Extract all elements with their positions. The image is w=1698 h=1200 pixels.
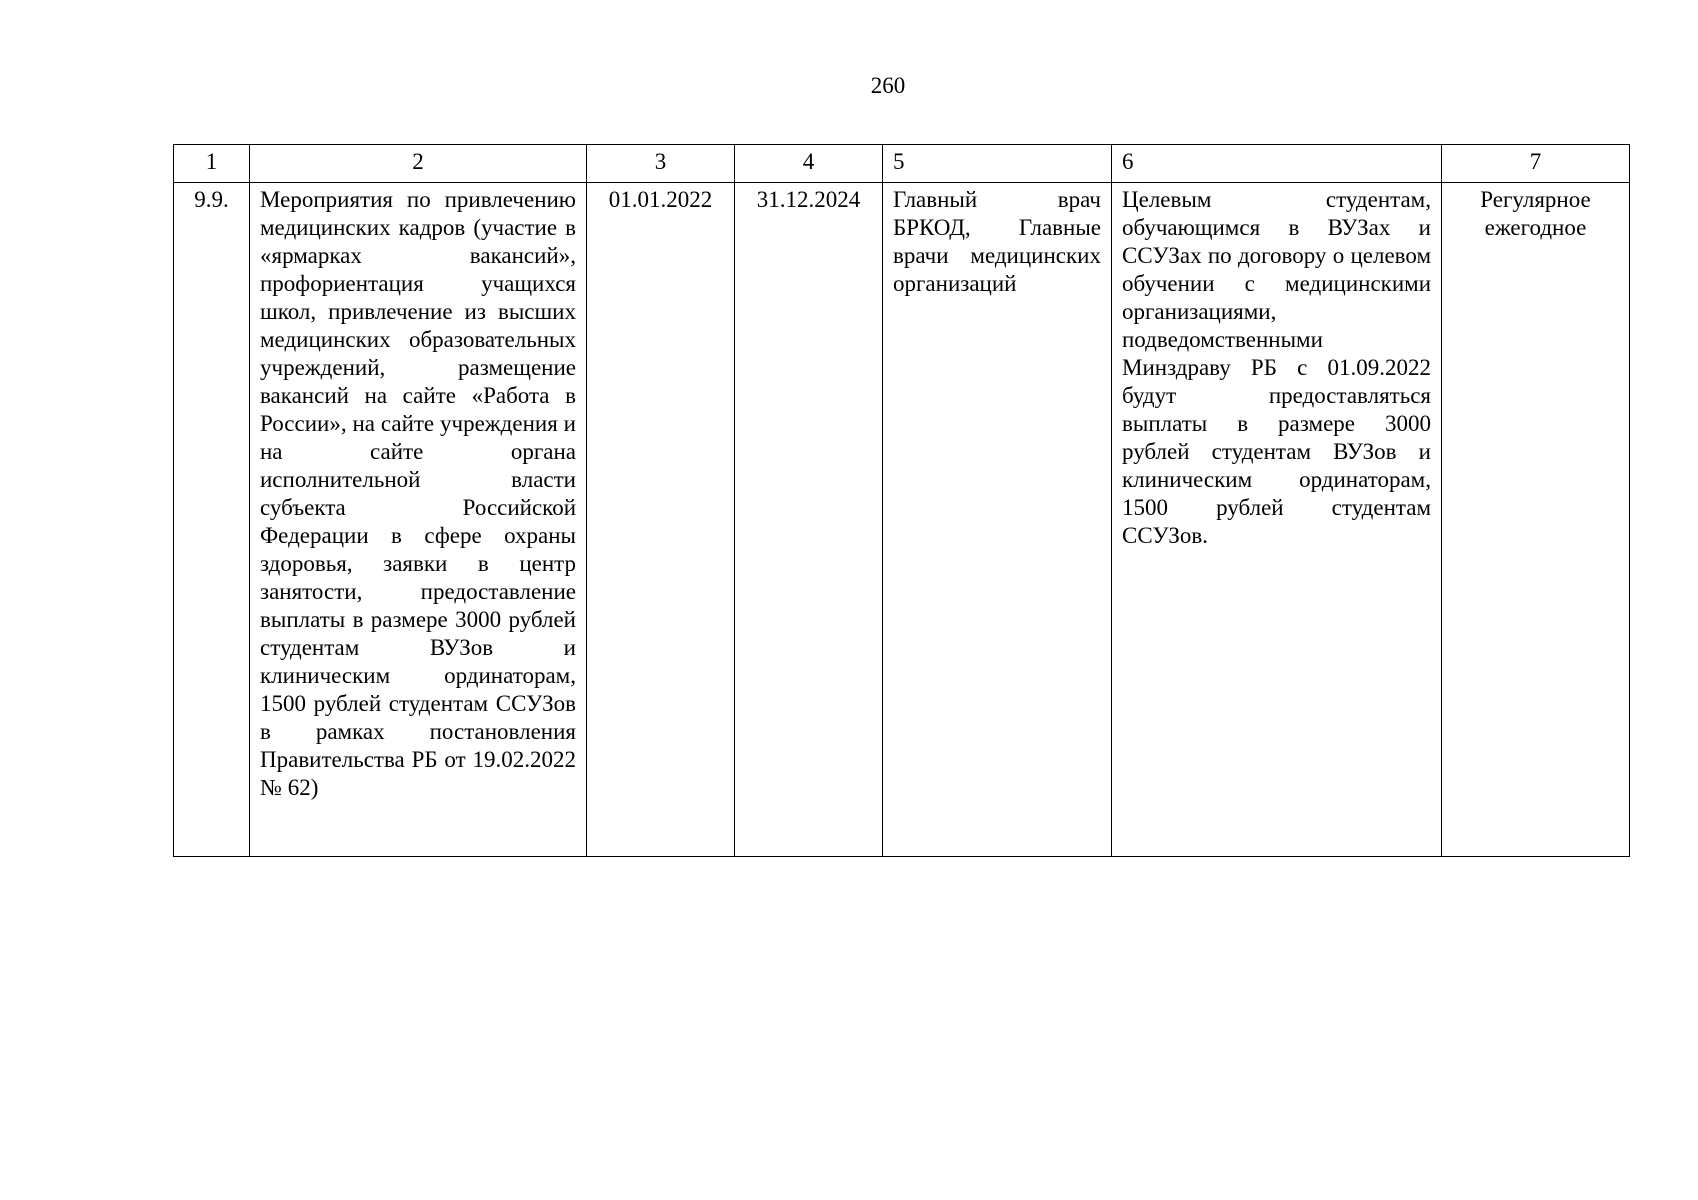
- header-col-5: 5: [883, 145, 1112, 183]
- table-row: [174, 183, 1630, 857]
- result-cell: Целевым студентам, обучающимся в ВУЗах и ССУЗах по договору о целевом обучении с медицинскими организациями, подведомственными Минздраву РБ с 01.09.2022 будут предоставляться выплаты в размере 3000 рублей студентам ВУЗов и клиническим ординаторам, 1500 рублей студентам ССУЗов.: [1112, 183, 1442, 857]
- activity-cell: Мероприятия по привлечению медицинских кадров (участие в «ярмарках вакансий», профориентация учащихся школ, привлечение из высших медицинских образовательных учреждений, размещение вакансий на сайте «Работа в России», на сайте учреждения и на сайте органа исполнительной власти субъекта Российской Федерации в сфере охраны здоровья, заявки в центр занятости, предоставление выплаты в размере 3000 рублей студентам ВУЗов и клиническим ординаторам, 1500 рублей студентам ССУЗов в рамках постановления Правительства РБ от 19.02.2022 № 62): [250, 183, 587, 857]
- end-date-cell: 31.12.2024: [735, 183, 883, 857]
- header-col-6: 6: [1112, 145, 1442, 183]
- header-col-4: 4: [735, 145, 883, 183]
- header-col-3: 3: [587, 145, 735, 183]
- measures-table: [173, 144, 1630, 857]
- row-number-cell: 9.9.: [174, 183, 250, 857]
- page-number: 260: [870, 73, 906, 98]
- header-col-2: 2: [250, 145, 587, 183]
- header-col-7: 7: [1442, 145, 1630, 183]
- responsible-cell: Главный врач БРКОД, Главные врачи медицинских организаций: [883, 183, 1112, 857]
- start-date-cell: 01.01.2022: [587, 183, 735, 857]
- header-col-1: 1: [174, 145, 250, 183]
- table-header-row: [174, 145, 1630, 183]
- frequency-cell: Регулярное ежегодное: [1442, 183, 1630, 857]
